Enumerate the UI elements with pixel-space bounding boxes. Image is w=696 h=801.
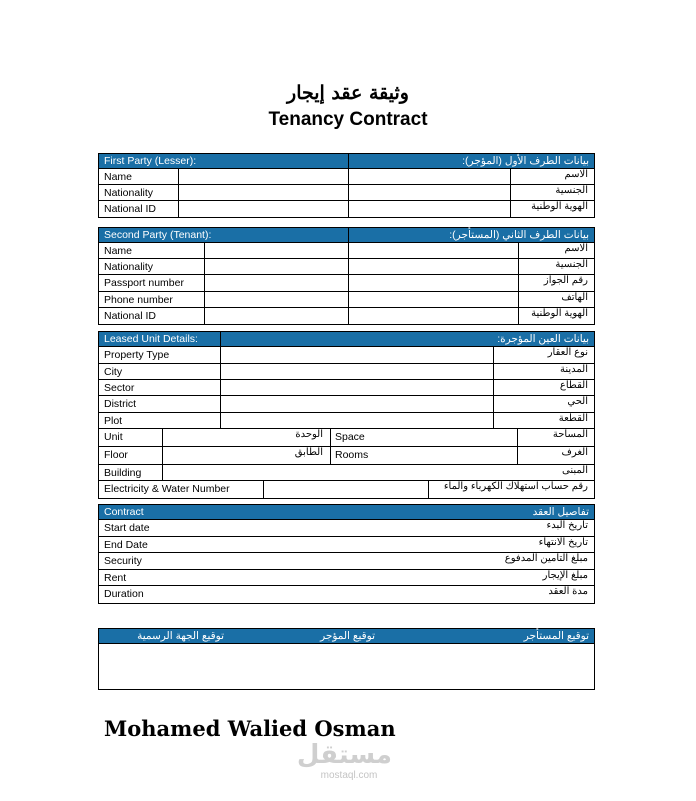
title-english: Tenancy Contract: [268, 109, 428, 130]
second-party-header-en: Second Party (Tenant):: [104, 229, 212, 241]
field-label: Name: [104, 245, 133, 257]
table-row: [99, 413, 594, 429]
field-label: District: [104, 398, 137, 410]
table-row: [99, 243, 594, 259]
field-label-ar: تاريخ الانتهاء: [538, 537, 588, 548]
field-label: Nationality: [104, 261, 154, 273]
table-row: [99, 537, 594, 553]
space-label-ar: المساحة: [552, 429, 588, 440]
field-label-ar: مدة العقد: [548, 586, 588, 597]
table-row: [99, 259, 594, 275]
table-row: [99, 185, 594, 201]
field-label: Security: [104, 555, 142, 567]
field-label: Sector: [104, 382, 135, 394]
field-label: Duration: [104, 588, 144, 600]
table-row: [99, 429, 594, 447]
field-label-ar: مبلغ التامين المدفوع: [504, 553, 588, 564]
contract-header-en: Contract: [104, 506, 144, 518]
table-row: [99, 292, 594, 308]
field-label: Plot: [104, 415, 123, 427]
table-row: [99, 396, 594, 413]
rooms-label: Rooms: [335, 449, 369, 461]
table-row: [99, 570, 594, 586]
second-party-header-ar: بيانات الطرف الثاني (المستأجر):: [449, 229, 589, 241]
author-name: Mohamed Walied Osman: [104, 716, 396, 741]
table-row: [99, 520, 594, 537]
field-label-ar: المدينة: [559, 364, 588, 375]
leased-unit-section: [98, 331, 595, 499]
field-label-ar: القطعة: [558, 413, 588, 424]
first-party-header-en: First Party (Lesser):: [104, 155, 197, 167]
field-label-ar: تاريخ البدء: [546, 520, 588, 531]
field-label: Property Type: [104, 349, 170, 361]
unit-label-ar: الوحدة: [295, 429, 323, 440]
field-label-ar: رقم الجواز: [543, 275, 588, 286]
floor-label: Floor: [104, 449, 128, 461]
contract-header-ar: تفاصيل العقد: [532, 506, 589, 518]
field-label-ar: الهوية الوطنية: [531, 308, 588, 319]
field-label-ar: الجنسية: [555, 185, 588, 196]
mostaql-logo-arabic: مستقل: [296, 740, 392, 770]
field-label-ar: الاسم: [564, 169, 588, 180]
field-label-ar: الهاتف: [561, 292, 588, 303]
first-party-section: [98, 153, 595, 218]
field-label: City: [104, 366, 123, 378]
table-row: [99, 201, 594, 217]
field-label: Phone number: [104, 294, 173, 306]
table-row: [99, 347, 594, 364]
space-label: Space: [335, 431, 365, 443]
contract-section: [98, 504, 595, 604]
field-label: Name: [104, 171, 133, 183]
table-row: [99, 169, 594, 185]
table-row: [99, 481, 594, 498]
rooms-label-ar: الغرف: [561, 447, 588, 458]
lessor-signature-label: توقيع المؤجر: [320, 630, 375, 642]
field-label-ar: نوع العقار: [547, 347, 588, 358]
leased-unit-header-en: Leased Unit Details:: [104, 333, 198, 345]
leased-unit-header: [99, 332, 594, 347]
field-label-ar: مبلغ الإيجار: [542, 570, 588, 581]
field-label-ar: الاسم: [564, 243, 588, 254]
field-label-ar: القطاع: [559, 380, 588, 391]
table-row: [99, 275, 594, 292]
field-label: Nationality: [104, 187, 154, 199]
field-label: Rent: [104, 572, 127, 584]
first-party-header: [99, 154, 594, 169]
field-label: End Date: [104, 539, 148, 551]
tenant-signature-label: توقيع المستأجر: [523, 630, 589, 642]
field-label: Passport number: [104, 277, 184, 289]
field-label-ar: الحي: [567, 396, 588, 407]
contract-header: [99, 505, 594, 520]
mostaql-logo: [296, 740, 392, 781]
building-label-ar: المبنى: [562, 465, 588, 476]
mostaql-logo-latin: mostaql.com: [320, 770, 378, 781]
table-row: [99, 553, 594, 570]
building-label: Building: [104, 467, 142, 479]
unit-label: Unit: [104, 431, 123, 443]
first-party-header-ar: بيانات الطرف الأول (المؤجر):: [462, 155, 589, 167]
signatures-section: [98, 628, 595, 690]
table-row: [99, 380, 594, 396]
authority-signature-label: توقيع الجهة الرسمية: [137, 630, 224, 642]
field-label: Start date: [104, 522, 150, 534]
field-label: National ID: [104, 310, 156, 322]
second-party-section: [98, 227, 595, 325]
second-party-header: [99, 228, 594, 243]
signatures-header: [99, 629, 594, 644]
electricity-label-ar: رقم حساب استهلاك الكهرباء والماء: [443, 481, 588, 492]
electricity-label: Electricity & Water Number: [104, 483, 230, 495]
floor-label-ar: الطابق: [294, 447, 323, 458]
table-row: [99, 465, 594, 481]
field-label-ar: الهوية الوطنية: [531, 201, 588, 212]
field-label-ar: الجنسية: [555, 259, 588, 270]
table-row: [99, 308, 594, 324]
title-arabic: وثيقة عقد إيجار: [287, 82, 409, 104]
field-label: National ID: [104, 203, 156, 215]
table-row: [99, 447, 594, 465]
table-row: [99, 364, 594, 380]
table-row: [99, 586, 594, 603]
leased-unit-header-ar: بيانات العين المؤجرة:: [497, 333, 589, 345]
